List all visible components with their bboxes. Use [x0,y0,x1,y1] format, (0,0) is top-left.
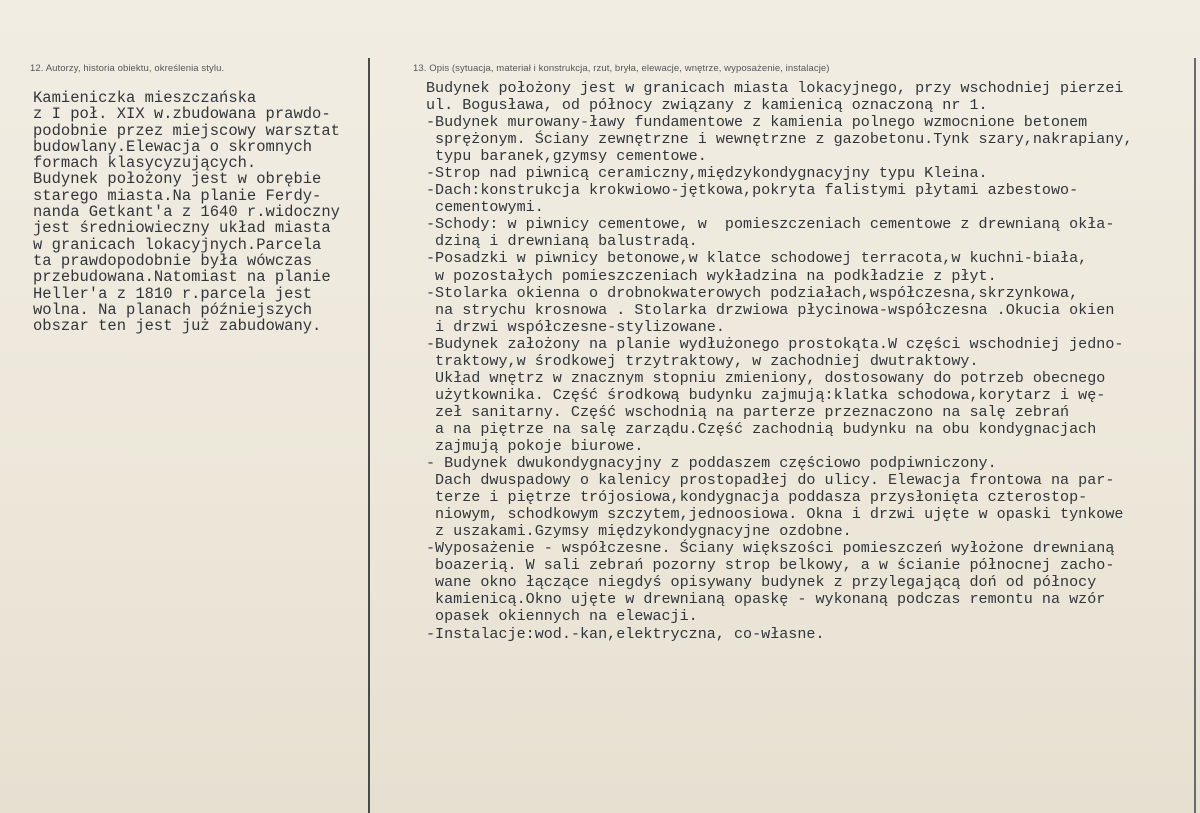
section-12-header: 12. Autorzy, historia obiektu, określenia stylu. [30,63,225,74]
history-text-line: wolna. Na planach późniejszych [33,300,313,319]
description-text-line: -Wyposażenie - współczesne. Ściany większości pomieszczeń wyłożone drewnianą [426,539,1115,558]
description-text-line: na strychu krosnowa . Stolarka drzwiowa płycinowa-współczesna .Okucia okien [426,300,1115,319]
description-text-line: dziną i drewnianą balustradą. [426,232,698,251]
column-divider [368,58,370,813]
description-text-line: -Instalacje:wod.-kan,elektryczna, co-własne. [426,624,825,643]
description-text-line: wane okno łączące niegdyś opisywany budynek z przylegającą doń od północy [426,573,1097,592]
description-text-line: zeł sanitarny. Część wschodnią na parterze przeznaczono na salę zebrań [426,402,1070,421]
description-text-line: z uszakami.Gzymsy międzykondygnacyjne ozdobne. [426,522,852,541]
history-text-line: z I poł. XIX w.zbudowana prawdo- [33,105,331,124]
description-text-line: w pozostałych pomieszczeniach wykładzina na podkładzie z płyt. [426,266,997,285]
history-text-line: ta prawdopodobnie była wówczas [33,251,313,270]
history-text-line: nanda Getkant'a z 1640 r.widoczny [33,203,340,222]
description-text-line: boazerią. W sali zebrań pozorny strop belkowy, a w ścianie północnej zacho- [426,556,1115,575]
history-text-line: Heller'a z 1810 r.parcela jest [33,284,313,303]
section-13-header: 13. Opis (sytuacja, materiał i konstrukcja, rzut, bryła, elewacje, wnętrze, wyposażenie, instalacje) [413,63,830,74]
description-text-line: niowym, schodkowym szczytem,jednoosiowa. Okna i drzwi ujęte w opaski tynkowe [426,505,1124,524]
description-text-line: a na piętrze na salę zarządu.Część zachodnią budynku na obu kondygnacjach [426,419,1097,438]
page-right-border [1194,58,1196,813]
description-text-line: kamienicą.Okno ujęte w drewnianą opaskę - wykonaną podczas remontu na wzór [426,590,1106,609]
history-text-line: budowlany.Elewacja o skromnych [33,137,313,156]
history-text-line: formach klasycyzujących. [33,154,257,173]
history-text-line: obszar ten jest już zabudowany. [33,317,322,336]
history-text-line: Budynek położony jest w obrębie [33,170,322,189]
description-text-line: cementowymi. [426,198,544,217]
description-text-line: -Dach:konstrukcja krokwiowo-jętkowa,pokryta falistymi płytami azbestowo- [426,181,1079,200]
description-text-line: typu baranek,gzymsy cementowe. [426,147,707,166]
description-text-line: ul. Bogusława, od północy związany z kamienicą oznaczoną nr 1. [426,96,988,115]
description-text-line: Dach dwuspadowy o kalenicy prostopadłej do ulicy. Elewacja frontowa na par- [426,471,1115,490]
history-text-line: jest średniowieczny układ miasta [33,219,331,238]
description-text-line: -Stolarka okienna o drobnokwaterowych podziałach,współczesna,skrzynkowa, [426,283,1079,302]
description-text-line: i drzwi współczesne-stylizowane. [426,317,725,336]
description-text-line: -Strop nad piwnicą ceramiczny,międzykondygnacyjny typu Kleina. [426,164,988,183]
description-text-line: -Budynek założony na planie wydłużonego prostokąta.W części wschodniej jedno- [426,334,1124,353]
history-text-line: starego miasta.Na planie Ferdy- [33,186,322,205]
history-text-line: Kamieniczka mieszczańska [33,89,257,107]
description-text-line: Budynek położony jest w granicach miasta lokacyjnego, przy wschodniej pierzei [426,79,1124,97]
description-text-line: traktowy,w środkowej trzytraktowy, w zachodniej dwutraktowy. [426,351,979,370]
history-text-line: podobnie przez miejscowy warsztat [33,121,340,140]
history-text-line: w granicach lokacyjnych.Parcela [33,235,322,254]
description-text-line: -Schody: w piwnicy cementowe, w pomieszczeniach cementowe z drewnianą okła- [426,215,1115,234]
description-text-line: użytkownika. Część środkową budynku zajmują:klatka schodowa,korytarz i wę- [426,385,1106,404]
description-text-line: -Budynek murowany-ławy fundamentowe z kamienia polnego wzmocnione betonem [426,113,1088,132]
description-text-line: sprężonym. Ściany zewnętrzne i wewnętrzne z gazobetonu.Tynk szary,nakrapiany, [426,130,1133,149]
description-text-line: Układ wnętrz w znacznym stopniu zmieniony, dostosowany do potrzeb obecnego [426,368,1106,387]
description-text-line: - Budynek dwukondygnacyjny z poddaszem częściowo podpiwniczony. [426,454,997,473]
description-text-block [426,80,1191,643]
description-text-line: zajmują pokoje biurowe. [426,436,644,455]
description-text-line: -Posadzki w piwnicy betonowe,w klatce schodowej terracota,w kuchni-biała, [426,249,1088,268]
description-text-line: terze i piętrze trójosiowa,kondygnacja poddasza przysłonięta czterostop- [426,488,1088,507]
history-text-line: przebudowana.Natomiast na planie [33,268,331,287]
description-text-line: opasek okiennych na elewacji. [426,607,698,626]
history-text-block [33,90,363,334]
